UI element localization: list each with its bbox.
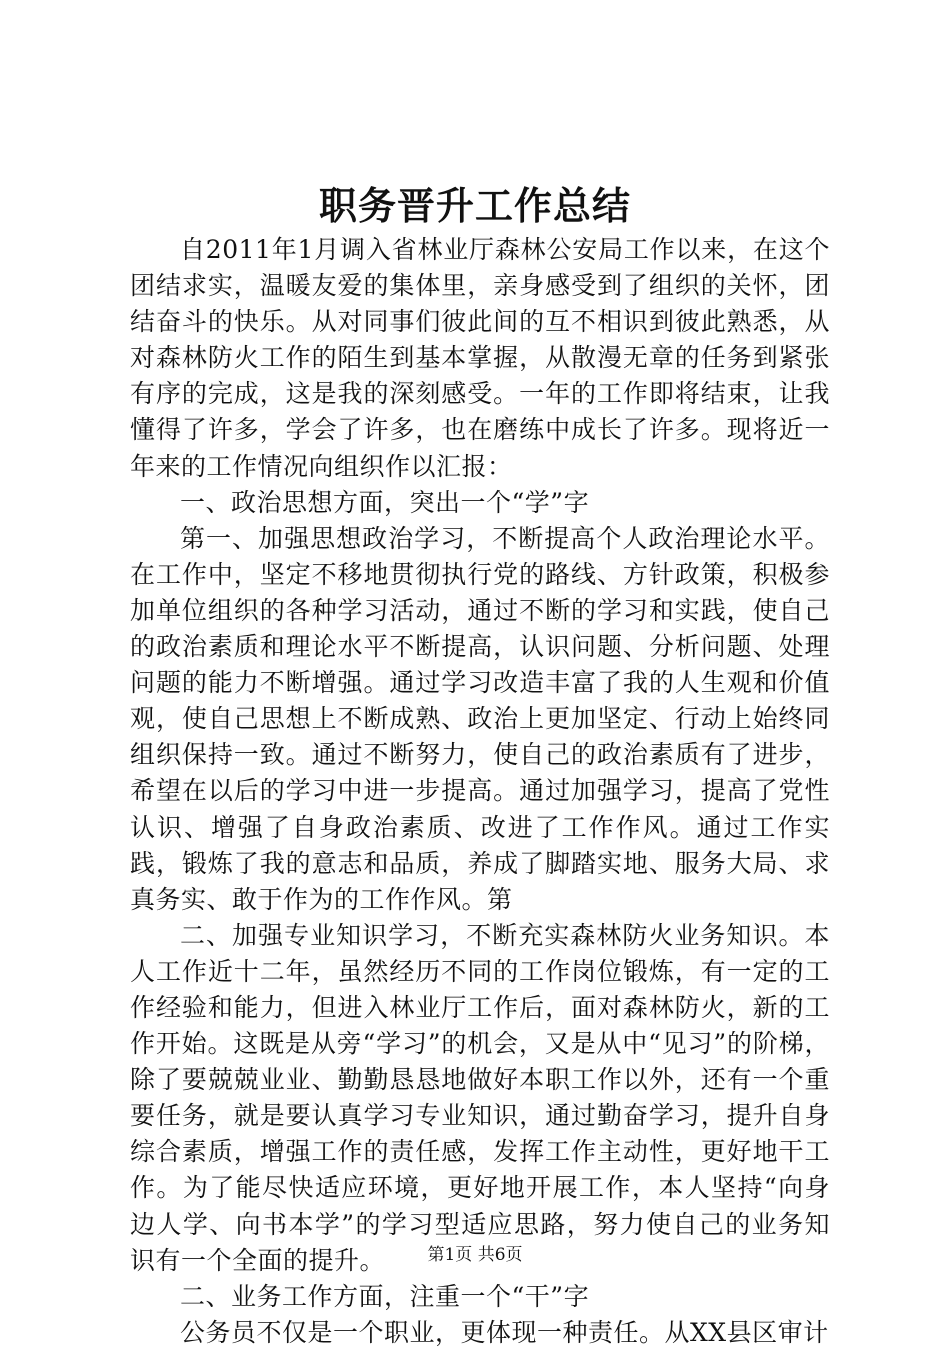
paragraph-civil-servant: 公务员不仅是一个职业，更体现一种责任。从XX县区审计: [180, 1317, 829, 1347]
section-heading-work: 二、业务工作方面，注重一个“干”字: [180, 1281, 590, 1311]
section-heading-political: 一、政治思想方面，突出一个“学”字: [180, 487, 590, 517]
page-footer: 第1页 共6页: [427, 1245, 523, 1265]
document-title: 职务晋升工作总结: [318, 184, 631, 228]
paragraph-political-study: 第一、加强思想政治学习，不断提高个人政治理论水平。在工作中，坚定不移地贯彻执行党的路线、方针政策，积极参加单位组织的各种学习活动，通过不断的学习和实践，使自己的政治素质和理论水平不断提高，认识问题、分析问题、处理问题的能力不断增强。通过学习改造丰富了我的人生观和价值观，使自己思想上不断成熟、政治上更加坚定、行动上始终同组织保持一致。通过不断努力，使自己的政治素质有了进步，希望在以后的学习中进一步提高。通过加强学习，提高了党性认识、增强了自身政治素质、改进了工作作风。通过工作实践，锻炼了我的意志和品质，养成了脚踏实地、服务大局、求真务实、敢于作为的工作作风。第: [130, 523, 830, 914]
paragraph-professional-study: 二、加强专业知识学习，不断充实森林防火业务知识。本人工作近十二年，虽然经历不同的工作岗位锻炼，有一定的工作经验和能力，但进入林业厅工作后，面对森林防火，新的工作开始。这既是从旁“学习”的机会，又是从中“见习”的阶梯，除了要兢兢业业、勤勤恳恳地做好本职工作以外，还有一个重要任务，就是要认真学习专业知识，通过勤奋学习，提升自身综合素质，增强工作的责任感，发挥工作主动性，更好地干工作。为了能尽快适应环境，更好地开展工作，本人坚持“向身边人学、向书本学”的学习型适应思路，努力使自己的业务知识有一个全面的提升。: [130, 920, 830, 1275]
document-body: [130, 232, 830, 1351]
intro-paragraph: 自2011年1月调入省林业厅森林公安局工作以来，在这个团结求实，温暖友爱的集体里，亲身感受到了组织的关怀，团结奋斗的快乐。从对同事们彼此间的互不相识到彼此熟悉，从对森林防火工作的陌生到基本掌握，从散漫无章的任务到紧张有序的完成，这是我的深刻感受。一年的工作即将结束，让我懂得了许多，学会了许多，也在磨练中成长了许多。现将近一年来的工作情况向组织作以汇报：: [130, 235, 830, 481]
